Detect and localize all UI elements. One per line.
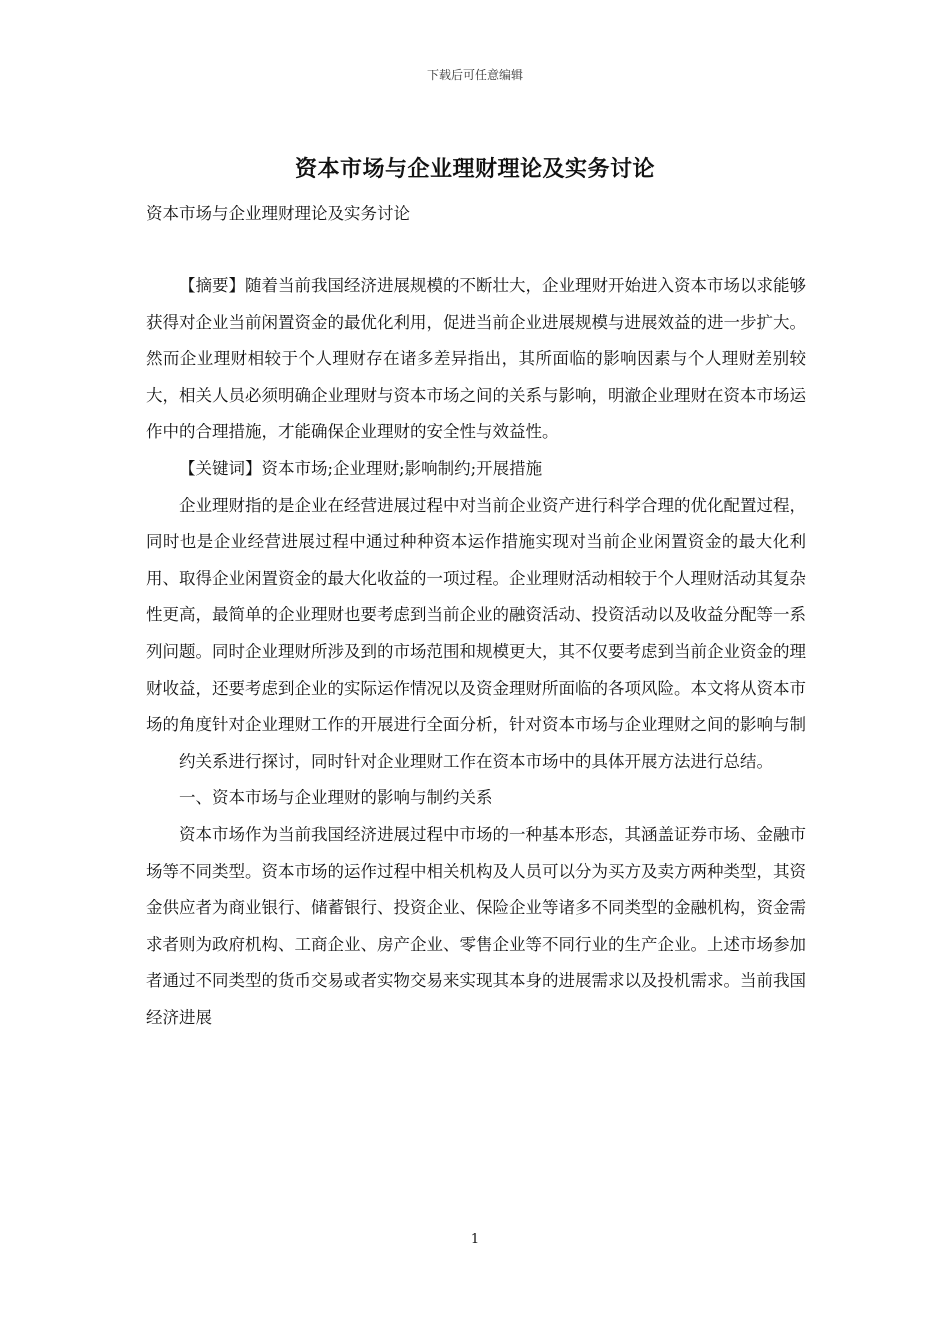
intro-paragraph: 企业理财指的是企业在经营进展过程中对当前企业资产进行科学合理的优化配置过程，同时也是企业经营进展过程中通过种种资本运作措施实现对当前企业闲置资金的最大化利用、取得企业闲置资金的最大化收益的一项过程。企业理财活动相较于个人理财活动其复杂性更高，最简单的企业理财也要考虑到当前企业的融资活动、投资活动以及收益分配等一系列问题。同时企业理财所涉及到的市场范围和规模更大，其不仅要考虑到当前企业资金的理财收益，还要考虑到企业的实际运作情况以及资金理财所面临的各项风险。本文将从资本市场的角度针对企业理财工作的开展进行全面分析，针对资本市场与企业理财之间的影响与制 xyxy=(146,495,806,735)
page-number: 1 xyxy=(470,1232,480,1247)
section-paragraph: 资本市场作为当前我国经济进展过程中市场的一种基本形态，其涵盖证券市场、金融市场等不同类型。资本市场的运作过程中相关机构及人员可以分为买方及卖方两种类型，其资金供应者为商业银行、储蓄银行、投资企业、保险企业等诸多不同类型的金融机构，资金需求者则为政府机构、工商企业、房产企业、零售企业等不同行业的生产企业。上述市场参加者通过不同类型的货币交易或者实物交易来实现其本身的进展需求以及投机需求。当前我国经济进展 xyxy=(146,824,806,1027)
header-note: 下载后可任意编辑 xyxy=(426,68,523,82)
intro-continuation-paragraph: 约关系进行探讨，同时针对企业理财工作在资本市场中的具体开展方法进行总结。 xyxy=(179,751,773,771)
section-heading: 一、资本市场与企业理财的影响与制约关系 xyxy=(179,788,493,808)
keywords-paragraph: 【关键词】资本市场;企业理财;影响制约;开展措施 xyxy=(179,458,543,478)
document-title: 资本市场与企业理财理论及实务讨论 xyxy=(294,156,655,182)
document-body xyxy=(146,268,806,1036)
document-subtitle: 资本市场与企业理财理论及实务讨论 xyxy=(146,204,410,223)
abstract-paragraph: 【摘要】随着当前我国经济进展规模的不断壮大，企业理财开始进入资本市场以求能够获得对企业当前闲置资金的最优化利用，促进当前企业进展规模与进展效益的进一步扩大。然而企业理财相较于个人理财存在诸多差异指出，其所面临的影响因素与个人理财差别较大，相关人员必须明确企业理财与资本市场之间的关系与影响，明澈企业理财在资本市场运作中的合理措施，才能确保企业理财的安全性与效益性。 xyxy=(146,276,806,442)
